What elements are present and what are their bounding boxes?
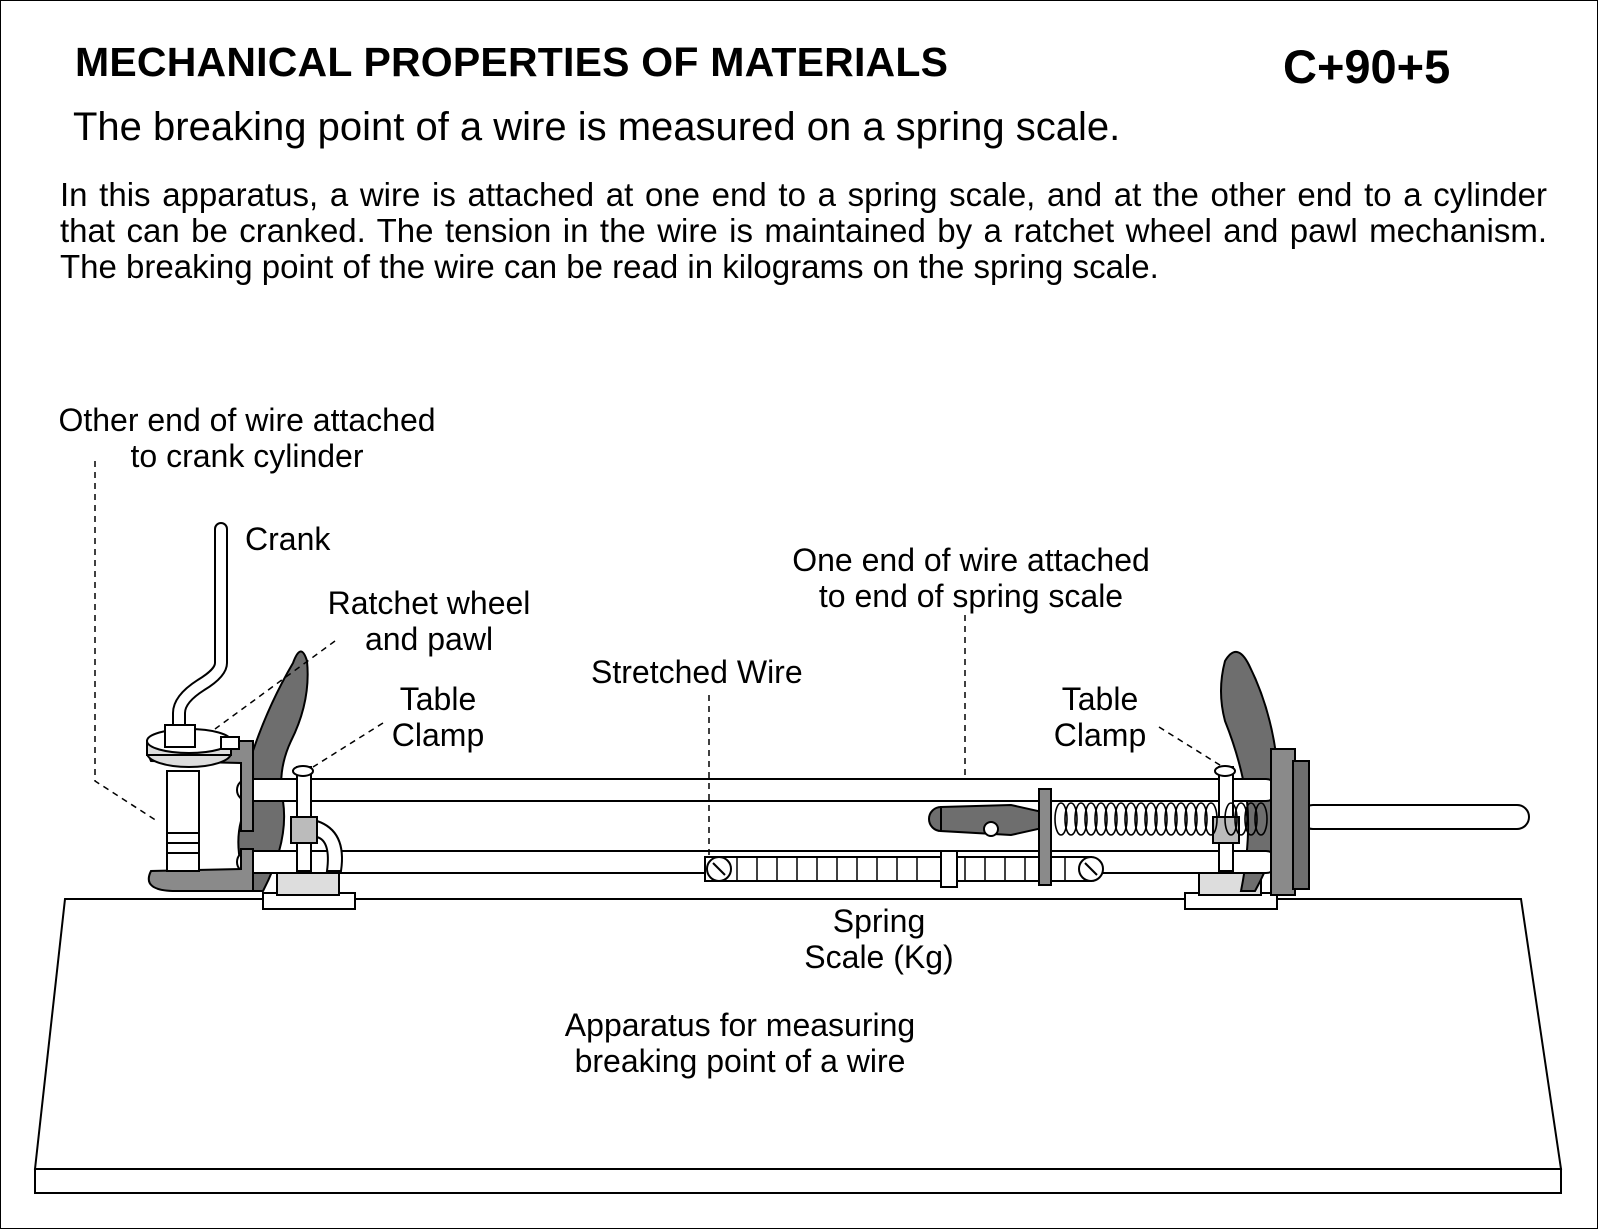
page-title: MECHANICAL PROPERTIES OF MATERIALS [75, 39, 949, 85]
table-edge [35, 1169, 1561, 1193]
leader-table-clamp-left [313, 723, 383, 767]
wire-end-hook [929, 805, 1047, 836]
label-table-clamp-right [1045, 681, 1155, 753]
upper-rod [237, 779, 1277, 801]
label-other-end [35, 402, 459, 474]
label-other-end-line2: to crank cylinder [130, 438, 364, 474]
caption-line1: Apparatus for measuring [564, 1007, 916, 1043]
label-table-clamp-right-line1: Table [1061, 681, 1139, 717]
page-subtitle: The breaking point of a wire is measured on a spring scale. [73, 105, 1121, 149]
right-screw-cap [1215, 766, 1235, 776]
label-ratchet-line2: and pawl [364, 621, 494, 657]
label-crank: Crank [245, 521, 331, 557]
left-screw-cap [293, 766, 313, 776]
label-one-end-line2: to end of spring scale [818, 578, 1124, 614]
label-spring-scale-line2: Scale (Kg) [804, 939, 954, 975]
label-one-end-line1: One end of wire attached [792, 542, 1150, 578]
crank-hub [165, 725, 195, 747]
label-stretched-wire: Stretched Wire [591, 654, 803, 690]
description-paragraph: In this apparatus, a wire is attached at one end to a spring scale, and at the other end to a cylinder that can be cranked. The tension in the wire is maintained by a ratchet wheel and pawl mechanism. The breaking point of the wire can be read in kilograms on the spring scale. [60, 176, 1547, 285]
label-table-clamp-left-line1: Table [399, 681, 477, 717]
label-spring-scale-line1: Spring [832, 903, 926, 939]
label-table-clamp-right-line2: Clamp [1053, 717, 1147, 753]
leader-other-end [95, 461, 157, 821]
pawl [221, 737, 239, 749]
coil-spring [1055, 803, 1267, 835]
diagram-code: C+90+5 [1283, 40, 1451, 93]
crank-cylinder [167, 771, 199, 871]
label-one-end [769, 542, 1173, 614]
caption [539, 1007, 941, 1079]
crank-bracket-lower [149, 849, 253, 891]
caption-line2: breaking point of a wire [574, 1043, 906, 1079]
label-table-clamp-left-line2: Clamp [391, 717, 485, 753]
extension-rod [1301, 805, 1529, 829]
label-other-end-line1: Other end of wire attached [58, 402, 436, 438]
spring-plate [1039, 789, 1051, 885]
label-table-clamp-left [383, 681, 493, 753]
label-spring-scale [791, 903, 967, 975]
label-ratchet [313, 585, 545, 657]
right-end-block [1271, 749, 1309, 895]
leader-table-clamp-right [1159, 727, 1223, 767]
label-ratchet-line1: Ratchet wheel [327, 585, 531, 621]
left-clamp-base [263, 869, 355, 909]
